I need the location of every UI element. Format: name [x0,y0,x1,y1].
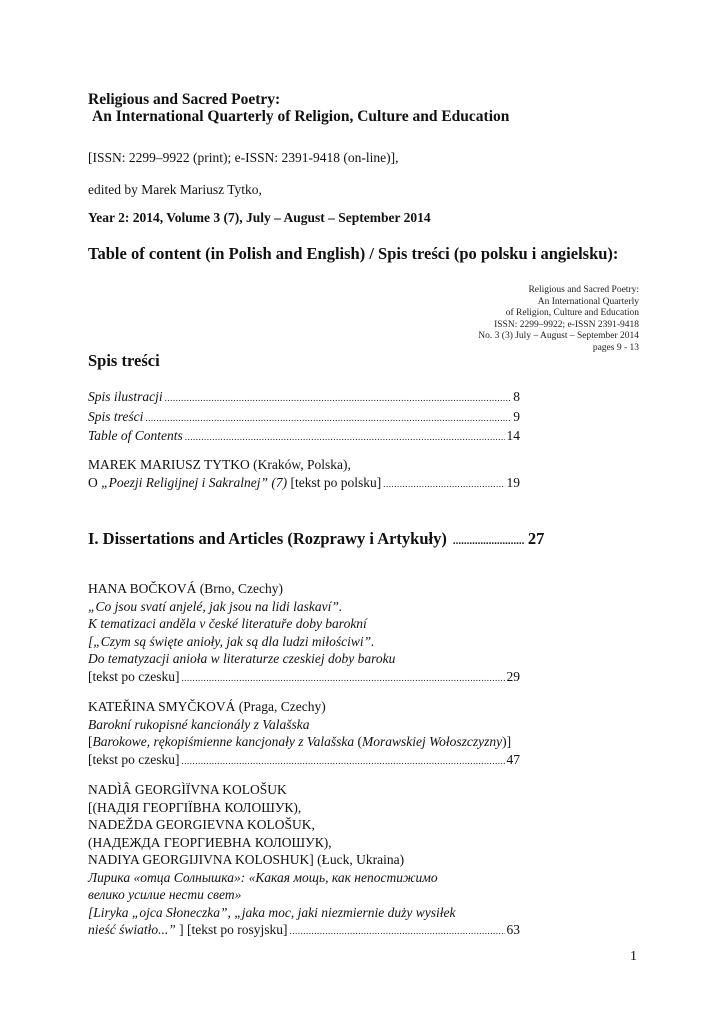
toc-entry[interactable] [88,388,520,408]
entry-title-line: [„Czym są święte anioły, jak są dla ludzi miłościwi”. [88,633,375,649]
toc-entry-bockova[interactable] [88,580,520,687]
toc-heading: Table of content (in Polish and English) / Spis treści (po polsku i angielsku): [88,244,619,263]
entry-title [88,474,381,492]
paren-open: ( [354,734,362,749]
entry-author: HANA BOČKOVÁ (Brno, Czechy) [88,581,283,596]
entry-translation-line: [Liryka „ojca Słoneczka”, „jaka moc, jaki niezmiernie duży wysiłek [88,904,456,920]
toc-entry-page: 29 [506,668,520,684]
entry-language-suffix: ] [tekst po rosyjsku] [175,922,288,937]
entry-title-line: велико усилие нести свет» [88,887,242,902]
toc-entry-page: 14 [506,428,520,443]
journal-title-line-1: Religious and Sacred Poetry: [88,91,281,108]
dot-leader [181,670,504,688]
section-page: 27 [527,529,545,548]
entry-title-line: Do tematyzacji anioła w literaturze czeskiej doby baroku [88,651,396,666]
toc-entry-title: Spis ilustracji [88,389,163,404]
dot-leader [290,923,505,941]
toc-entry-smyckova[interactable] [88,698,520,770]
entry-title-suffix: [tekst po polsku] [287,474,382,490]
journal-title-line-2: An International Quarterly of Religion, Culture and Education [92,108,510,125]
dot-leader [181,753,504,771]
translation-italic: nieść światło...” [88,922,176,937]
entry-title-line: K tematizaci anděla v české literatuře doby barokní [88,616,367,631]
toc-entry-title: Table of Contents [88,428,183,443]
citation-line: of Religion, Culture and Education [505,308,639,318]
toc-entry-page: 47 [506,751,520,767]
dot-leader [165,390,512,408]
entry-language: [tekst po czesku] [88,751,180,767]
entry-author: KATEŘINA SMYČKOVÁ (Praga, Czechy) [88,699,326,714]
entry-title-line: Лирика «отца Солнышка»: «Какая мощь, как непостижимо [88,869,438,885]
toc-entry[interactable] [88,427,520,447]
entry-language [88,921,288,939]
citation-line: No. 3 (3) July – August – September 2014 [478,331,639,341]
toc-entry[interactable] [88,408,520,428]
citation-line: pages 9 - 13 [592,342,639,353]
front-entries [88,388,520,447]
dot-leader [453,535,525,547]
section-title: I. Dissertations and Articles (Rozprawy i Artykuły) [88,529,447,548]
translation-italic: Morawskiej Wołoszczyzny [361,734,503,749]
toc-entry-page: 9 [513,408,520,424]
spis-tresci-title: Spis treści [88,351,160,370]
toc-entry-page: 63 [506,922,520,937]
citation-block [478,285,639,354]
toc-entry-page: 8 [513,389,520,404]
editor-line: edited by Marek Mariusz Tytko, [88,182,262,197]
entry-last-line [88,921,520,941]
toc-entry-title: Spis treści [88,408,144,424]
entry-author: NADÌÂ GEORGÌÏVNA KOLOŠUK [88,782,287,797]
toc-entry-page: 19 [506,474,520,490]
entry-author: NADEŽDA GEORGIEVNA KOLOŠUK, [88,817,315,832]
entry-last-line [88,668,520,688]
section-heading[interactable] [88,529,545,549]
entry-title-line [88,474,520,494]
entry-author: MAREK MARIUSZ TYTKO (Kraków, Polska), [88,457,351,472]
citation-line: An International Quarterly [537,296,639,307]
entry-last-line [88,751,520,771]
entry-author: [(НАДІЯ ГЕОРГІЇВНА КОЛОШУК), [88,799,302,815]
issn-line: [ISSN: 2299–9922 (print); e-ISSN: 2391-9418 (on-line)], [88,150,399,165]
citation-line: Religious and Sacred Poetry: [528,285,639,295]
entry-title-line: „Co jsou svatí anjelé, jak jsou na lidi laskaví”. [88,598,343,614]
entry-author: (НАДЕЖДА ГЕОРГИЕВНА КОЛОШУК), [88,834,332,850]
dot-leader [185,429,505,447]
translation-italic: Barokowe, rękopiśmienne kancjonały z Valašska [92,734,355,749]
entry-translation-line [88,733,520,751]
entry-title-prefix: O [88,474,102,490]
entry-language: [tekst po czesku] [88,668,180,684]
issue-line: Year 2: 2014, Volume 3 (7), July – August – September 2014 [88,210,431,225]
toc-entry-kolosuk[interactable] [88,781,520,941]
citation-line: ISSN: 2299–9922; e-ISSN 2391-9418 [494,319,639,330]
entry-author: NADIYA GEORGIJIVNA KOLOSHUK] (Łuck, Ukraina) [88,852,405,867]
section-heading-line [88,529,545,549]
entry-title-line: Barokní rukopisné kancionály z Valašska [88,716,310,732]
bracket-close: )] [502,734,512,749]
toc-entry-tytko[interactable] [88,456,520,493]
dot-leader [383,476,504,494]
entry-title-italic: „Poezji Religijnej i Sakralnej” (7) [101,474,288,490]
bracket-open: [ [88,734,93,749]
dot-leader [145,410,511,428]
page-number: 1 [630,949,637,964]
